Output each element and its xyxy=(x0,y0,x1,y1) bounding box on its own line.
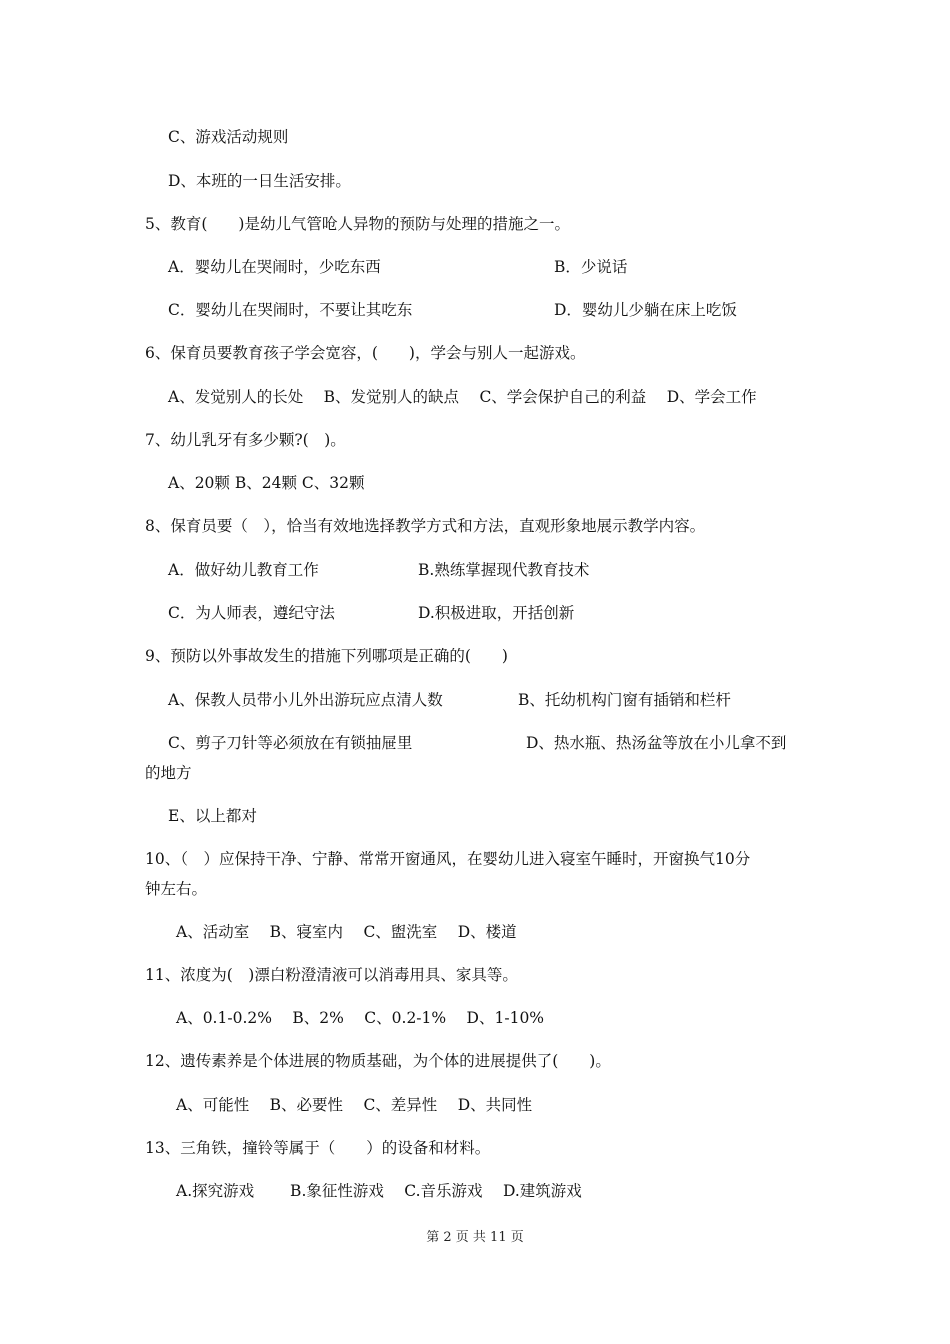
option-line: A、可能性 B、必要性 C、差异性 D、共同性 xyxy=(176,1096,533,1114)
option-line: B.熟练掌握现代教育技术 xyxy=(418,561,590,579)
option-line: D.积极进取，开括创新 xyxy=(418,604,575,622)
option-line: A．做好幼儿教育工作 xyxy=(168,561,319,579)
option-line: C、游戏活动规则 xyxy=(168,128,289,146)
question-line: 11、浓度为( )漂白粉澄清液可以消毒用具、家具等。 xyxy=(145,966,518,984)
option-line: D、本班的一日生活安排。 xyxy=(168,172,351,190)
option-line: B、托幼机构门窗有插销和栏杆 xyxy=(518,691,731,709)
option-line: A、发觉别人的长处 B、发觉别人的缺点 C、学会保护自己的利益 D、学会工作 xyxy=(168,388,757,406)
question-line: 钟左右。 xyxy=(145,880,208,898)
option-line: E、以上都对 xyxy=(168,807,257,825)
option-line: C、剪子刀针等必须放在有锁抽屉里 xyxy=(168,734,413,752)
option-line: A、20颗 B、24颗 C、32颗 xyxy=(168,474,365,492)
question-line: 7、幼儿乳牙有多少颗?( )。 xyxy=(145,431,346,449)
option-line: C．为人师表，遵纪守法 xyxy=(168,604,335,622)
option-line: D．婴幼儿少躺在床上吃饭 xyxy=(554,301,737,319)
question-line: 6、保育员要教育孩子学会宽容，( )，学会与别人一起游戏。 xyxy=(145,344,586,362)
page-footer: 第 2 页 共 11 页 xyxy=(426,1230,524,1245)
option-line: A、保教人员带小儿外出游玩应点清人数 xyxy=(168,691,443,709)
question-line: 12、遗传素养是个体进展的物质基础，为个体的进展提供了( )。 xyxy=(145,1052,611,1070)
option-line: A、0.1-0.2% B、2% C、0.2-1% D、1-10% xyxy=(176,1009,545,1027)
question-line: 13、三角铁，撞铃等属于（ ）的设备和材料。 xyxy=(145,1139,491,1157)
question-line: 的地方 xyxy=(145,764,192,782)
question-line: 9、预防以外事故发生的措施下列哪项是正确的( ) xyxy=(145,647,508,665)
question-line: 5、教育( )是幼儿气管呛人异物的预防与处理的措施之一。 xyxy=(145,215,570,233)
option-line: A.探究游戏 B.象征性游戏 C.音乐游戏 D.建筑游戏 xyxy=(176,1182,582,1200)
option-line: A．婴幼儿在哭闹时，少吃东西 xyxy=(168,258,381,276)
option-line: B．少说话 xyxy=(554,258,628,276)
question-line: 10、（ ）应保持干净、宁静、常常开窗通风，在婴幼儿进入寝室午睡时，开窗换气10分 xyxy=(145,850,751,868)
question-line: 8、保育员要（ ），恰当有效地选择教学方式和方法，直观形象地展示教学内容。 xyxy=(145,517,706,535)
option-line: D、热水瓶、热汤盆等放在小儿拿不到 xyxy=(526,734,787,752)
option-line: A、活动室 B、寝室内 C、盥洗室 D、楼道 xyxy=(176,923,517,941)
option-line: C．婴幼儿在哭闹时，不要让其吃东 xyxy=(168,301,413,319)
